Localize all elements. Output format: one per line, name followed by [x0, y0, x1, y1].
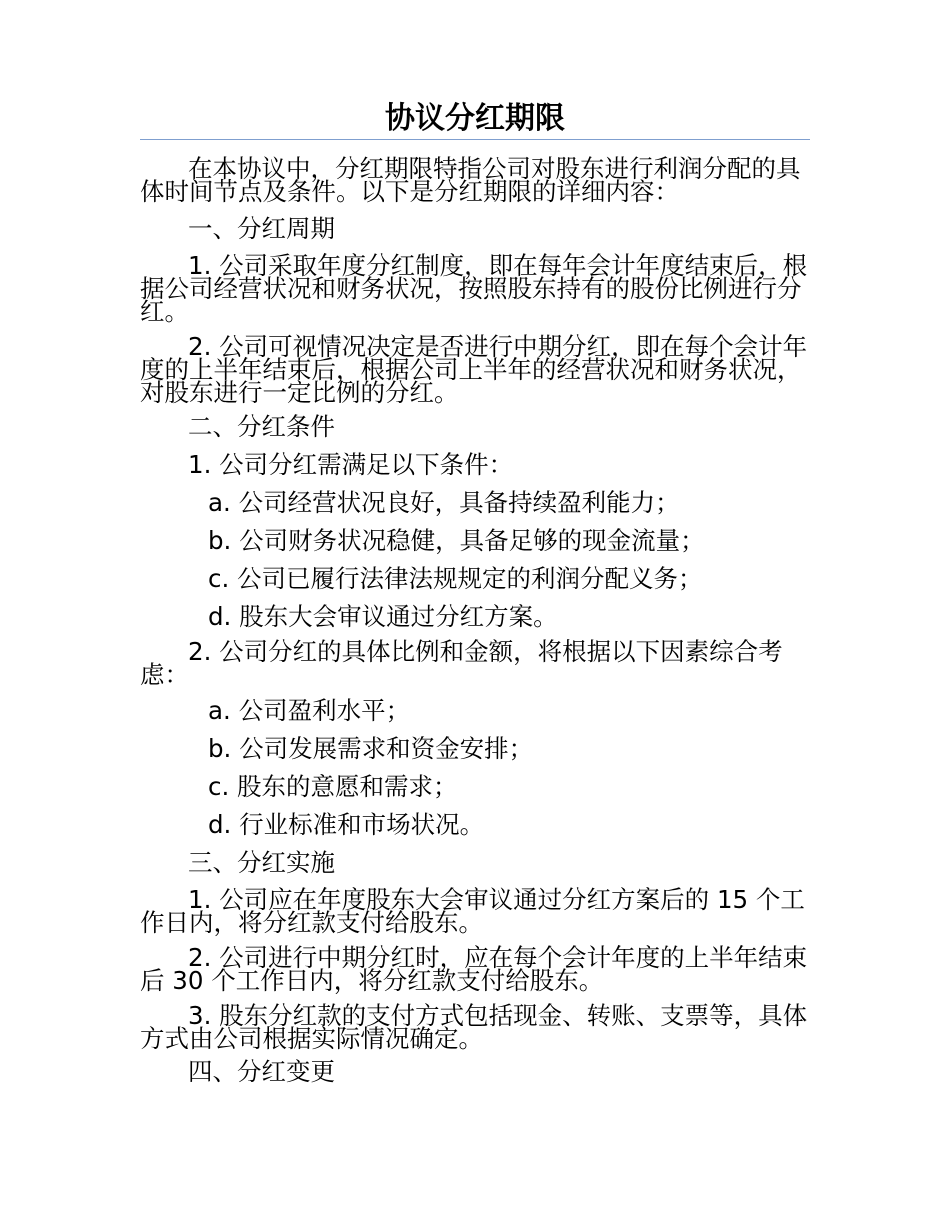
condition-item: d. 股东大会审议通过分红方案。	[208, 602, 558, 631]
document-page	[140, 100, 810, 1091]
paragraph-payment-method: 3. 股东分红款的支付方式包括现金、转账、支票等，具体方式由公司根据实际情况确定。	[140, 1001, 808, 1053]
paragraph-interim-dividend: 2. 公司可视情况决定是否进行中期分红，即在每个会计年度的上半年结束后，根据公司上半年的经营状况和财务状况，对股东进行一定比例的分红。	[140, 332, 808, 407]
paragraph-annual-payment: 1. 公司应在年度股东大会审议通过分红方案后的 15 个工作日内，将分红款支付给股东。	[140, 885, 805, 937]
section-heading-cycle: 一、分红周期	[188, 214, 335, 243]
section-heading-change: 四、分红变更	[188, 1057, 335, 1086]
paragraph-ratio-factors: 2. 公司分红的具体比例和金额，将根据以下因素综合考虑：	[140, 637, 783, 689]
paragraph-annual-dividend: 1. 公司采取年度分红制度，即在每年会计年度结束后，根据公司经营状况和财务状况，按照股东持有的股份比例进行分红。	[140, 251, 808, 326]
condition-item: a. 公司经营状况良好，具备持续盈利能力；	[208, 488, 680, 517]
intro-paragraph: 在本协议中，分红期限特指公司对股东进行利润分配的具体时间节点及条件。以下是分红期限的详细内容：	[140, 154, 801, 206]
condition-item: c. 公司已履行法律法规规定的利润分配义务；	[208, 564, 703, 593]
paragraph-interim-payment: 2. 公司进行中期分红时，应在每个会计年度的上半年结束后 30 个工作日内，将分红款支付给股东。	[140, 943, 808, 995]
section-heading-implementation: 三、分红实施	[188, 848, 335, 877]
factor-item: a. 公司盈利水平；	[208, 696, 411, 725]
paragraph-conditions-intro: 1. 公司分红需满足以下条件：	[188, 450, 514, 479]
factor-item: d. 行业标准和市场状况。	[208, 810, 485, 839]
condition-item: b. 公司财务状况稳健，具备足够的现金流量；	[208, 526, 705, 555]
section-heading-conditions: 二、分红条件	[188, 412, 335, 441]
factor-item: b. 公司发展需求和资金安排；	[208, 734, 534, 763]
document-title: 协议分红期限	[140, 100, 810, 140]
factor-item: c. 股东的意愿和需求；	[208, 772, 458, 801]
